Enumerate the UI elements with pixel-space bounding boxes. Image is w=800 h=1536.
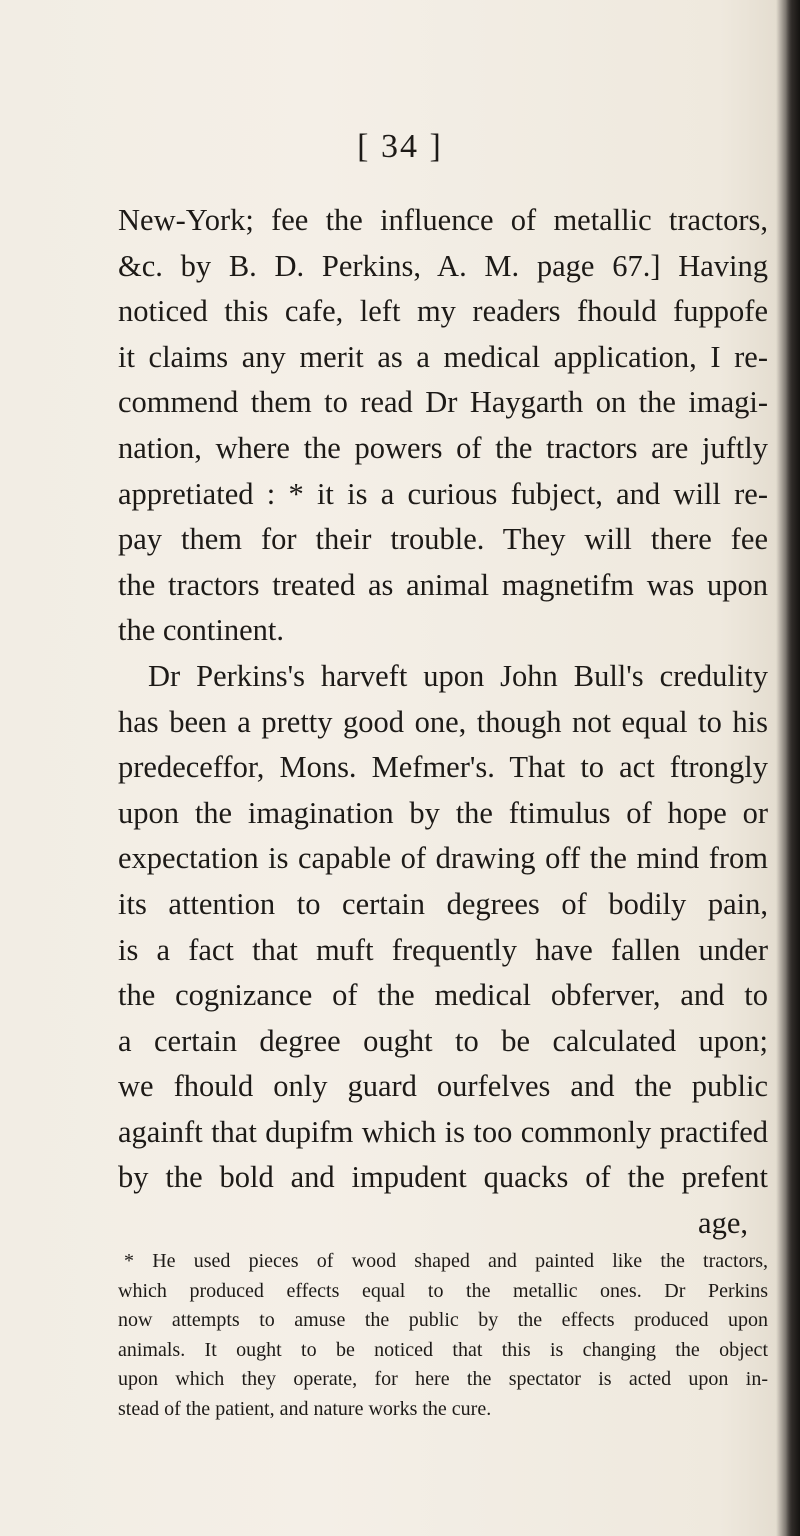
text-line: &c. by B. D. Perkins, A. M. page 67.] Having	[118, 248, 768, 283]
text-line: a certain degree ought to be calculated upon;	[118, 1023, 768, 1058]
text-line: noticed this cafe, left my readers fhould fuppofe	[118, 294, 768, 329]
text-line: it claims any merit as a medical application, I re-	[118, 339, 768, 374]
text-line: by the bold and impudent quacks of the prefent	[118, 1160, 768, 1195]
text-line: we fhould only guard ourfelves and the public	[118, 1069, 768, 1104]
main-text-block	[118, 198, 768, 1247]
footnote-line: now attempts to amuse the public by the effects produced upon	[118, 1309, 768, 1331]
footnote-line: stead of the patient, and nature works the cure.	[118, 1397, 492, 1420]
footnote-line: which produced effects equal to the metallic ones. Dr Perkins	[118, 1279, 768, 1302]
text-line: has been a pretty good one, though not equal to his	[118, 704, 768, 739]
text-line: againft that dupifm which is too commonly practifed	[118, 1114, 768, 1149]
footnote-line: * He used pieces of wood shaped and painted like the tractors,	[124, 1250, 768, 1272]
text-line: upon the imagination by the ftimulus of hope or	[118, 795, 768, 830]
catchword: age,	[698, 1206, 748, 1241]
text-line: the tractors treated as animal magnetifm was upon	[118, 567, 768, 602]
text-line: expectation is capable of drawing off the mind from	[118, 841, 768, 876]
footnote-line: animals. It ought to be noticed that this is changing the object	[118, 1338, 768, 1361]
text-line: is a fact that muft frequently have fallen under	[118, 932, 768, 967]
page-number: [ 34 ]	[357, 128, 443, 165]
text-line: commend them to read Dr Haygarth on the imagi-	[118, 385, 768, 420]
footnote-line: upon which they operate, for here the spectator is acted upon in-	[118, 1368, 768, 1390]
text-line: Dr Perkins's harveft upon John Bull's credulity	[148, 658, 768, 693]
text-line: predeceffor, Mons. Mefmer's. That to act ftrongly	[118, 750, 768, 785]
footnote-block	[118, 1247, 768, 1424]
text-line: the continent.	[118, 613, 285, 648]
text-line: nation, where the powers of the tractors are juftly	[118, 430, 768, 465]
page-edge-shadow	[786, 0, 800, 1536]
text-line: New-York; fee the influence of metallic tractors,	[118, 203, 768, 237]
text-line: pay them for their trouble. They will there fee	[118, 522, 768, 557]
text-line: appretiated : * it is a curious fubject, and will re-	[118, 476, 768, 511]
text-line: its attention to certain degrees of bodily pain,	[118, 886, 768, 921]
text-line: the cognizance of the medical obferver, and to	[118, 978, 768, 1013]
